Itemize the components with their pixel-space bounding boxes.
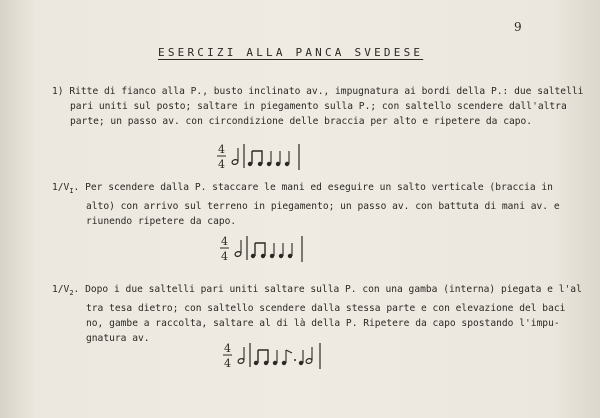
rhythm-notation-1	[214, 140, 314, 172]
exercise-label: $1/V_I$.	[52, 182, 80, 195]
exercise-text-line: pari uniti sul posto; saltare in piegamento sulla P.; con saltello scendere dall'altra	[70, 101, 567, 112]
exercise-text-line: Dopo i due saltelli pari uniti saltare sulla P. con una gamba (interna) piegata e l'al	[85, 284, 582, 295]
exercise-text-line: tra tesa dietro; con saltello scendere dalla stessa parte e con elevazione del baci	[86, 302, 566, 314]
rhythm-notation-3	[220, 339, 332, 371]
rhythm-notation-graphic	[217, 232, 317, 264]
svg-text:4: 4	[221, 250, 228, 263]
rhythm-notation-2	[217, 232, 317, 264]
svg-text:4: 4	[224, 342, 231, 355]
page-number: 9	[514, 20, 522, 34]
exercise-2	[52, 180, 560, 229]
exercise-text-line: alto) con arrivo sul terreno in piegamento; un passo av. con battuta di mani av. e	[86, 200, 560, 212]
svg-text:4: 4	[221, 235, 228, 248]
time-signature-denominator: 4	[218, 158, 225, 171]
rhythm-notation-graphic	[220, 339, 332, 371]
exercise-text-line: Ritte di fianco alla P., busto inclinato av., impugnatura ai bordi della P.: due saltelli	[69, 86, 584, 97]
exercise-text-line: riunendo ripetere da capo.	[86, 215, 237, 227]
exercise-text-line: Per scendere dalla P. staccare le mani ed eseguire un salto verticale (braccia in	[85, 182, 553, 193]
rhythm-notation-graphic	[214, 140, 314, 172]
exercise-3	[52, 282, 582, 346]
svg-text:4: 4	[224, 357, 231, 370]
exercise-text-line: parte; un passo av. con circondizione delle braccia per alto e ripetere da capo.	[70, 116, 533, 127]
exercise-label: $1/V_2$.	[52, 284, 80, 297]
exercise-text-line: gnatura av.	[86, 332, 150, 344]
exercise-text-line: no, gambe a raccolta, saltare al di là della P. Ripetere da capo spostando l'impu-	[86, 317, 560, 329]
exercise-label: 1)	[52, 86, 64, 97]
time-signature-numerator: 4	[218, 143, 225, 156]
page-title: ESERCIZI ALLA PANCA SVEDESE	[158, 46, 424, 59]
exercise-1	[52, 84, 583, 129]
